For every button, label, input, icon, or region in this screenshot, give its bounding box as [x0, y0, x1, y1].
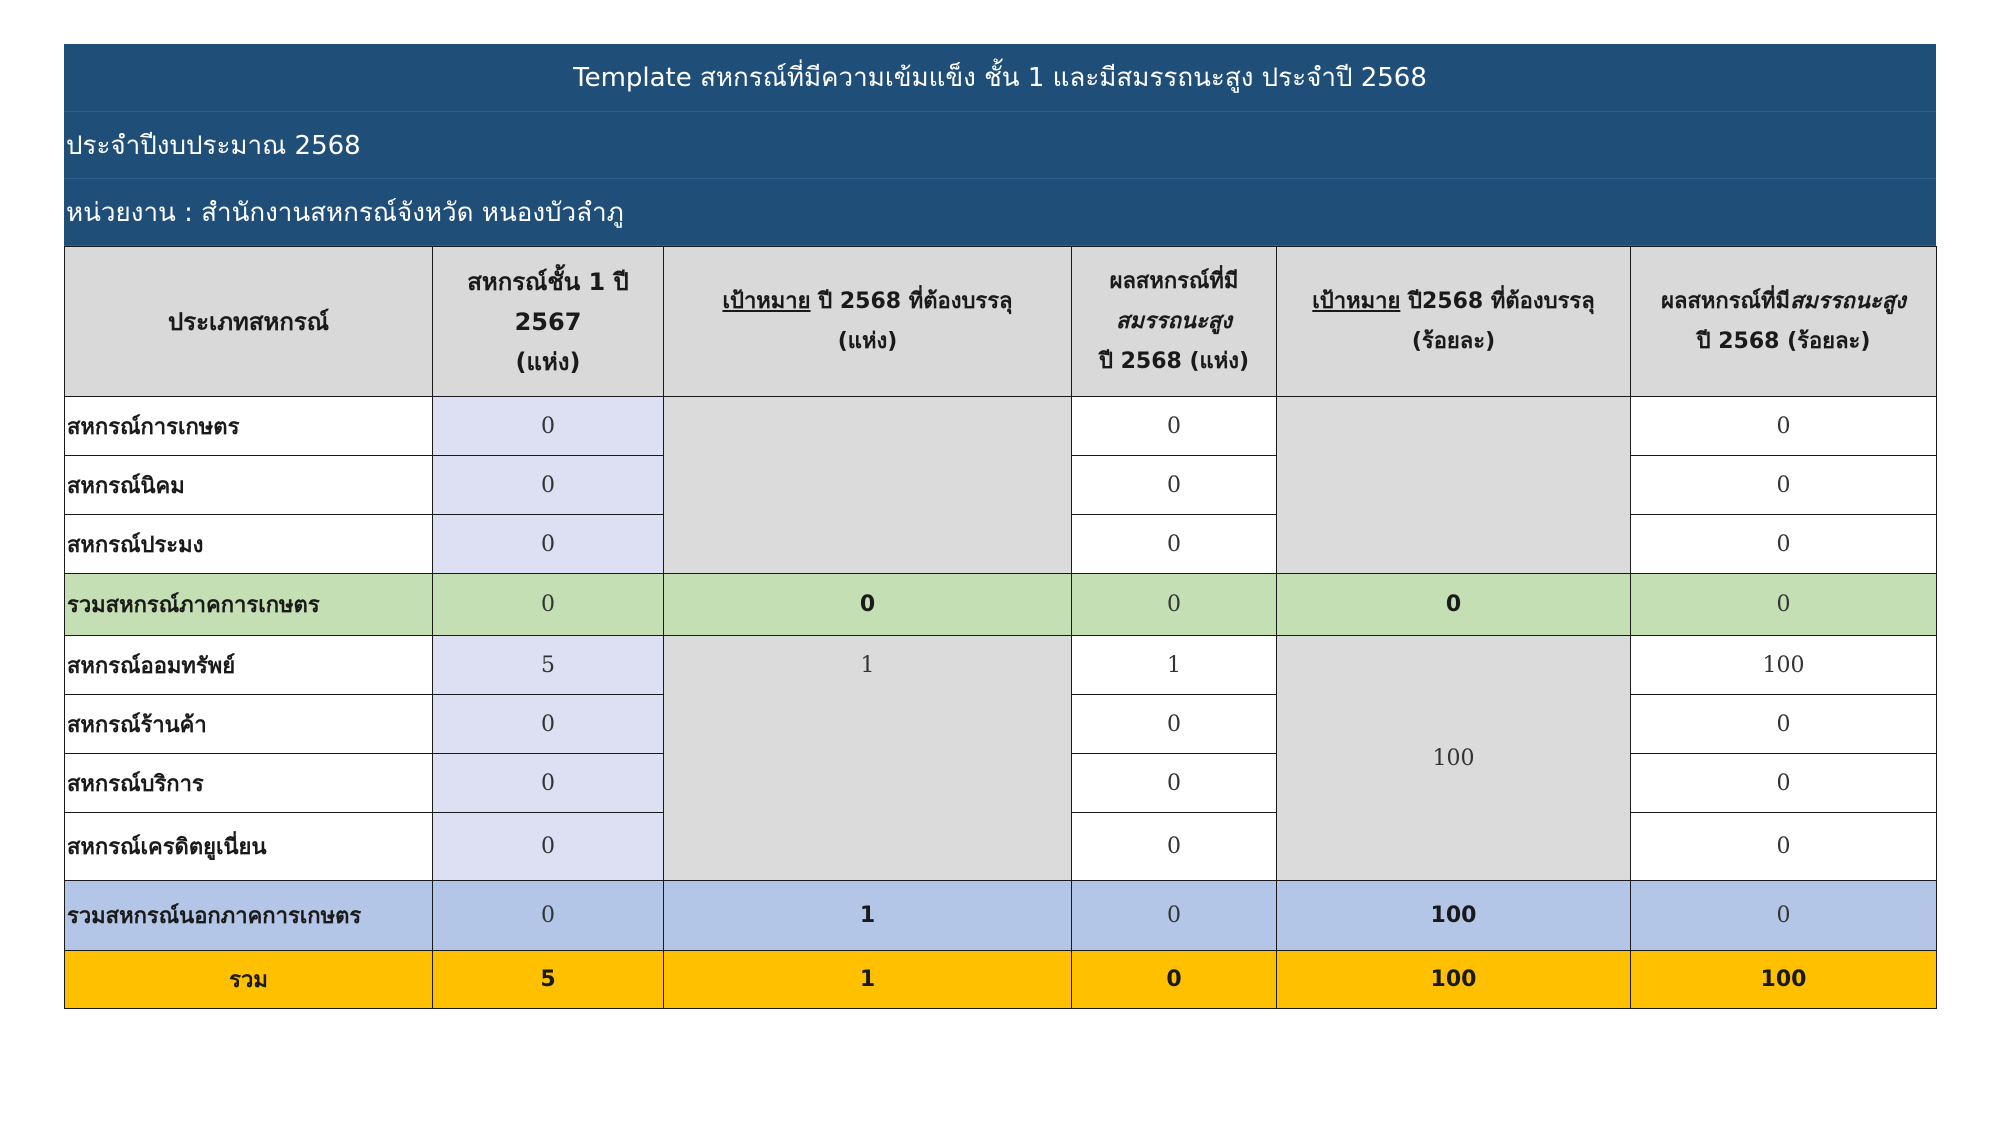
row-label[interactable]: สหกรณ์นิคม — [65, 456, 433, 515]
row-label[interactable]: สหกรณ์บริการ — [65, 754, 433, 813]
cell-tier1[interactable]: 0 — [433, 813, 664, 881]
row-label[interactable]: สหกรณ์ออมทรัพย์ — [65, 636, 433, 695]
col-header-target-count: เป้าหมาย ปี 2568 ที่ต้องบรรลุ (แห่ง) — [664, 247, 1072, 397]
row-label[interactable]: สหกรณ์เครดิตยูเนี่ยน — [65, 813, 433, 881]
agency-label: หน่วยงาน : สำนักงานสหกรณ์จังหวัด หนองบัวลำภู — [64, 179, 1936, 246]
cell-tier1[interactable]: 0 — [433, 515, 664, 574]
cell-result-percent[interactable]: 100 — [1631, 636, 1937, 695]
cell-result-count[interactable]: 0 — [1072, 695, 1277, 754]
cell-tier1[interactable]: 0 — [433, 754, 664, 813]
cooperative-table — [64, 246, 1937, 1009]
cell-target-percent-nonagri[interactable]: 100 — [1277, 636, 1631, 881]
cell-result-count[interactable]: 0 — [1072, 813, 1277, 881]
col-header-result-percent: ผลสหกรณ์ที่มีสมรรถนะสูง ปี 2568 (ร้อยละ) — [1631, 247, 1937, 397]
cell-target-count-agri[interactable] — [664, 397, 1072, 574]
cell-result-count[interactable]: 0 — [1072, 881, 1277, 951]
cell-result-percent[interactable]: 0 — [1631, 574, 1937, 636]
col-header-tier1-2567: สหกรณ์ชั้น 1 ปี 2567 (แห่ง) — [433, 247, 664, 397]
row-label[interactable]: รวมสหกรณ์ภาคการเกษตร — [65, 574, 433, 636]
cell-tier1[interactable]: 0 — [433, 695, 664, 754]
cell-result-count[interactable]: 0 — [1072, 456, 1277, 515]
spreadsheet — [64, 44, 1936, 1009]
cell-result-percent[interactable]: 100 — [1631, 951, 1937, 1009]
cell-target-count[interactable]: 0 — [664, 574, 1072, 636]
cell-result-count[interactable]: 0 — [1072, 515, 1277, 574]
cell-target-percent[interactable]: 100 — [1277, 881, 1631, 951]
cell-result-percent[interactable]: 0 — [1631, 754, 1937, 813]
cell-target-count[interactable]: 1 — [664, 881, 1072, 951]
cell-tier1[interactable]: 5 — [433, 951, 664, 1009]
row-label[interactable]: สหกรณ์ประมง — [65, 515, 433, 574]
cell-tier1[interactable]: 0 — [433, 574, 664, 636]
cell-result-percent[interactable]: 0 — [1631, 515, 1937, 574]
row-label[interactable]: รวมสหกรณ์นอกภาคการเกษตร — [65, 881, 433, 951]
cell-target-percent[interactable]: 100 — [1277, 951, 1631, 1009]
cell-tier1[interactable]: 0 — [433, 456, 664, 515]
cell-result-percent[interactable]: 0 — [1631, 695, 1937, 754]
row-label[interactable]: สหกรณ์ร้านค้า — [65, 695, 433, 754]
col-header-result-count: ผลสหกรณ์ที่มี สมรรถนะสูง ปี 2568 (แห่ง) — [1072, 247, 1277, 397]
cell-result-count[interactable]: 0 — [1072, 397, 1277, 456]
cell-target-percent[interactable]: 0 — [1277, 574, 1631, 636]
cell-result-percent[interactable]: 0 — [1631, 397, 1937, 456]
cell-tier1[interactable]: 0 — [433, 397, 664, 456]
table-row — [65, 636, 1937, 695]
cell-result-percent[interactable]: 0 — [1631, 881, 1937, 951]
grand-total-row — [65, 951, 1937, 1009]
col-header-type: ประเภทสหกรณ์ — [65, 247, 433, 397]
table-row — [65, 397, 1937, 456]
table-row — [65, 695, 1937, 754]
subtotal-row-agri — [65, 574, 1937, 636]
cell-result-count[interactable]: 0 — [1072, 951, 1277, 1009]
cell-result-percent[interactable]: 0 — [1631, 456, 1937, 515]
cell-target-count[interactable]: 1 — [664, 636, 1072, 695]
row-label[interactable]: รวม — [65, 951, 433, 1009]
cell-result-percent[interactable]: 0 — [1631, 813, 1937, 881]
cell-result-count[interactable]: 0 — [1072, 574, 1277, 636]
fiscal-year-label: ประจำปีงบประมาณ 2568 — [64, 112, 1936, 179]
row-label[interactable]: สหกรณ์การเกษตร — [65, 397, 433, 456]
cell-tier1[interactable]: 0 — [433, 881, 664, 951]
cell-tier1[interactable]: 5 — [433, 636, 664, 695]
cell-result-count[interactable]: 1 — [1072, 636, 1277, 695]
header-row — [65, 247, 1937, 397]
cell-target-percent-agri[interactable] — [1277, 397, 1631, 574]
sheet-title: Template สหกรณ์ที่มีความเข้มแข็ง ชั้น 1 และมีสมรรถนะสูง ประจำปี 2568 — [64, 44, 1936, 112]
cell-result-count[interactable]: 0 — [1072, 754, 1277, 813]
col-header-target-percent: เป้าหมาย ปี2568 ที่ต้องบรรลุ (ร้อยละ) — [1277, 247, 1631, 397]
cell-target-count-nonagri[interactable] — [664, 695, 1072, 881]
subtotal-row-nonagri — [65, 881, 1937, 951]
cell-target-count[interactable]: 1 — [664, 951, 1072, 1009]
